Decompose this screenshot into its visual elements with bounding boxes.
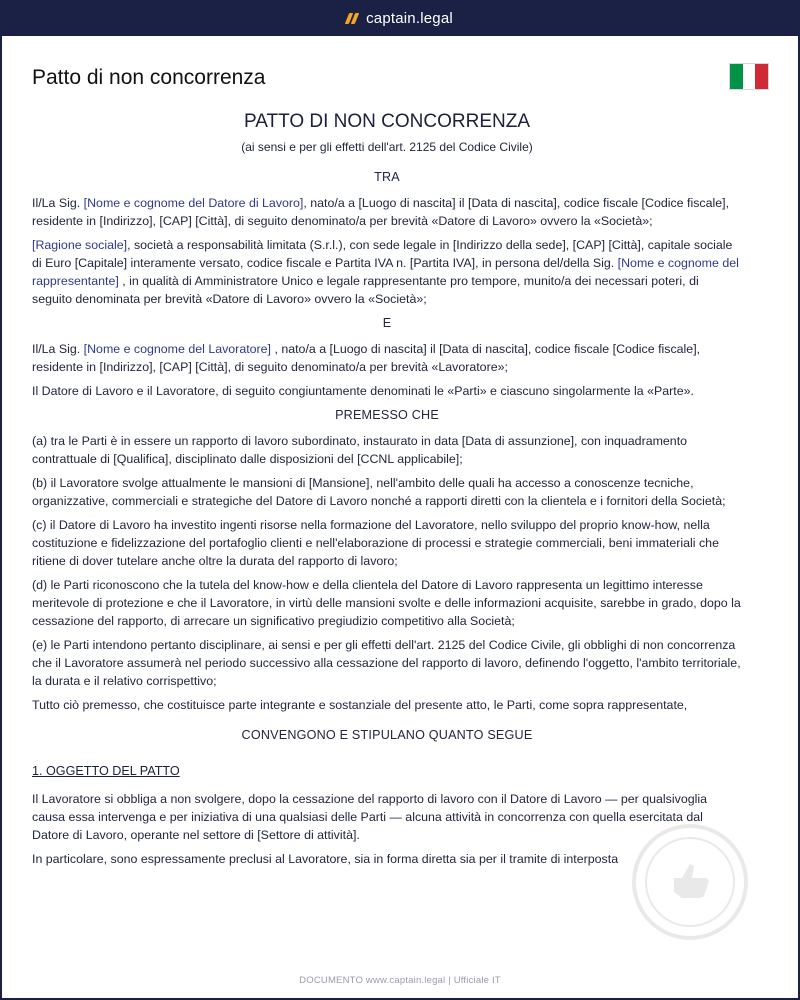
document-sheet (2, 36, 798, 998)
document-title: Patto di non concorrenza (32, 66, 266, 89)
section-1-paragraph-1: Il Lavoratore si obbliga a non svolgere, dopo la cessazione del rapporto di lavoro con il Datore di Lavoro — per qualsivoglia causa essa intervenga e per iniziativa di una qualsiasi delle Parti — alcuna attività in concorrenza con quella esercitata dal Datore di Lavoro, operante nel settore di [Settore di attività]. (32, 792, 707, 842)
premessa-a: (a) tra le Parti è in essere un rapporto di lavoro subordinato, instaurato in data [Data di assunzione], con inquadramento contrattuale di [Qualifica], disciplinato dalle disposizioni del [CCNL applicabile]; (32, 434, 688, 466)
tra-label: TRA (374, 170, 400, 184)
premessa-b: (b) il Lavoratore svolge attualmente le mansioni di [Mansione], nell'ambito delle quali ha accesso a conoscenze tecniche, organizzative, commerciali e strategiche del Datore di Lavoro nonché a rapporti diretti con la clientela e i fornitori della Società; (32, 476, 726, 508)
section-1-paragraph-2: In particolare, sono espressamente preclusi al Lavoratore, sia in forma diretta sia per il tramite di interposta (32, 852, 619, 866)
placeholder-field: [Nome e cognome del rappresentante] (32, 256, 739, 288)
contract-heading: PATTO DI NON CONCORRENZA (243, 111, 531, 132)
premessa-c: (c) il Datore di Lavoro ha investito ingenti risorse nella formazione del Lavoratore, nello sviluppo del proprio know-how, nella costituzione e fidelizzazione del portafoglio clienti e nell'elaborazione di processi e strategie commerciali, beni immateriali che ritiene di dover tutelare anche oltre la durata del rapporto di lavoro; (32, 518, 719, 568)
document-footer: DOCUMENTO www.captain.legal | Ufficiale IT (299, 975, 501, 986)
tutto-paragraph: Tutto ciò premesso, che costituisce parte integrante e sostanziale del presente atto, le Parti, come sopra rappresentate, (32, 698, 688, 712)
convengono-heading: CONVENGONO E STIPULANO QUANTO SEGUE (241, 728, 533, 742)
placeholder-field: [Nome e cognome del Datore di Lavoro] (83, 196, 304, 210)
placeholder-field: [Nome e cognome del Lavoratore] (83, 342, 271, 356)
parti-paragraph: Il Datore di Lavoro e il Lavoratore, di seguito congiuntamente denominati le «Parti» e ciascuno singolarmente la «Parte». (32, 384, 694, 398)
party-1-paragraph: Il/La Sig. [Nome e cognome del Datore di Lavoro], nato/a a [Luogo di nascita] il [Data di nascita], codice fiscale [Codice fiscale], residente in [Indirizzo], [CAP] [Città], di seguito denominato/a per brevità «Datore di Lavoro» ovvero la «Società»; (32, 196, 730, 228)
party-2-paragraph: Il/La Sig. [Nome e cognome del Lavoratore] , nato/a a [Luogo di nascita] il [Data di nascita], codice fiscale [Codice fiscale], residente in [Indirizzo], [CAP] [Città], di seguito denominato/a per brevità «Lavoratore»; (32, 342, 701, 374)
premesso-heading: PREMESSO CHE (335, 408, 439, 422)
certified-stamp-icon (630, 822, 750, 942)
captain-logo-icon (345, 13, 359, 24)
premessa-d: (d) le Parti riconoscono che la tutela del know-how e della clientela del Datore di Lavoro rappresenta un legittimo interesse meritevole di protezione e che il Lavoratore, in virtù delle mansioni svolte e delle informazioni acquisite, sarebbe in grado, dopo la cessazione del rapporto, di arrecare un significativo pregiudizio competitivo alla Società; (32, 578, 741, 628)
premessa-e: (e) le Parti intendono pertanto disciplinare, ai sensi e per gli effetti dell'art. 2125 del Codice Civile, gli obblighi di non concorrenza che il Lavoratore assumerà nel periodo successivo alla cessazione del rapporto di lavoro, definendo l'oggetto, l'ambito territoriale, la durata e il relativo corrispettivo; (32, 638, 741, 688)
brand-name[interactable]: captain.legal (366, 9, 453, 27)
placeholder-field: [Ragione sociale] (32, 238, 128, 252)
party-1b-paragraph: [Ragione sociale], società a responsabilità limitata (S.r.l.), con sede legale in [Indirizzo della sede], [CAP] [Città], capitale sociale di Euro [Capitale] interamente versato, codice fiscale e Partita IVA n. [Partita IVA], in persona del/della Sig. [Nome e cognome del rappresentante] , in qualità di Amministratore Unico e legale rappresentante pro tempore, munito/a dei necessari poteri, di seguito denominata per brevità «Datore di Lavoro» ovvero la «Società»; (32, 238, 739, 306)
top-bar (0, 0, 800, 36)
section-1-heading: 1. OGGETTO DEL PATTO (32, 764, 180, 778)
contract-subheading: (ai sensi e per gli effetti dell'art. 2125 del Codice Civile) (241, 140, 533, 154)
italy-flag-icon (730, 64, 768, 89)
e-label: E (382, 316, 392, 330)
document-header (32, 64, 768, 94)
